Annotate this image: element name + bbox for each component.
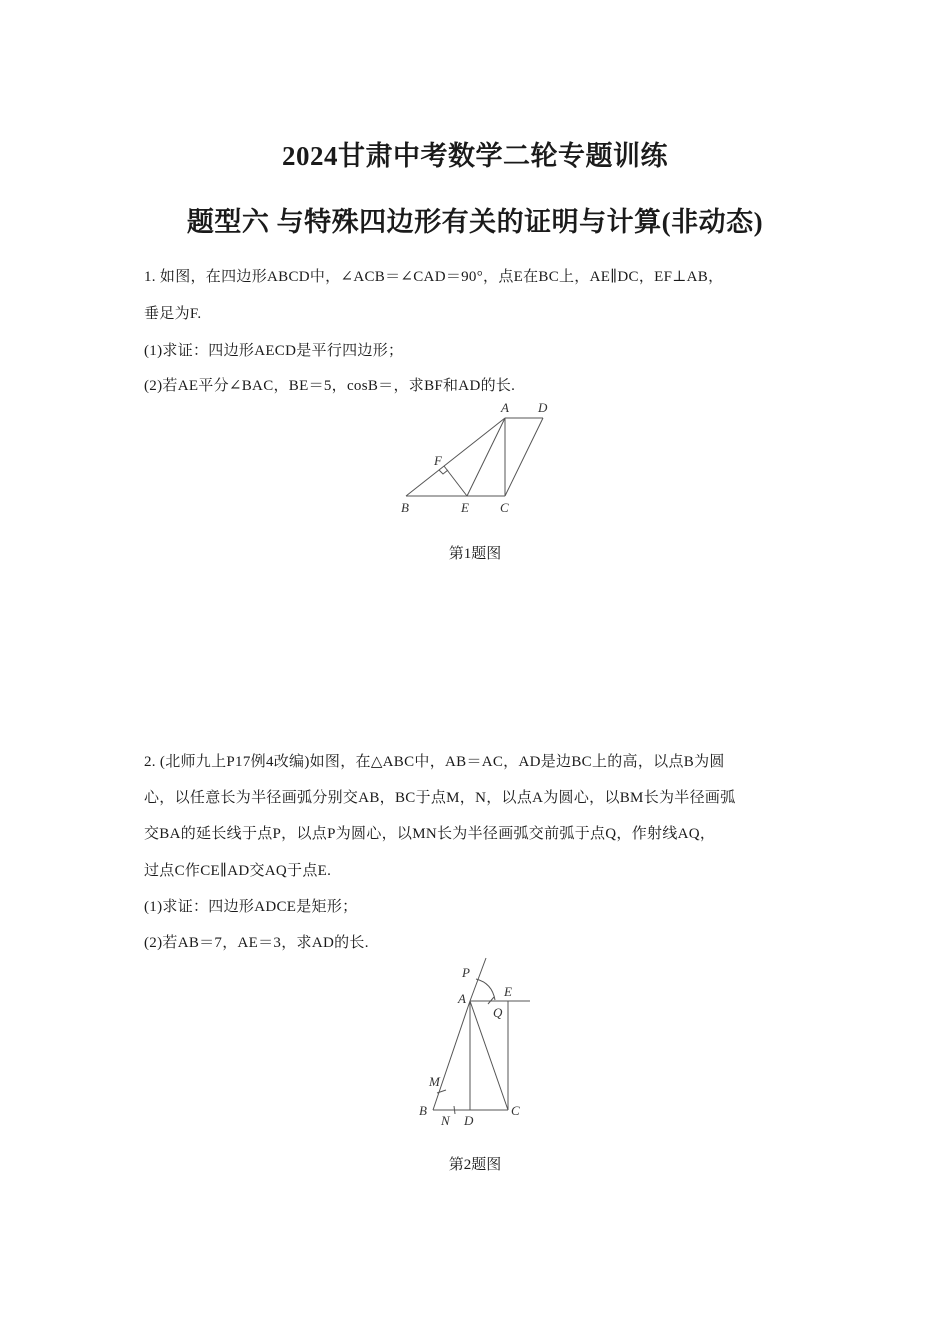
- problem2-line-3: 交BA的延长线于点P，以点P为圆心，以MN长为半径画弧交前弧于点Q，作射线AQ，: [144, 826, 716, 842]
- problem2-line-2: 心，以任意长为半径画弧分别交AB，BC于点M，N，以点A为圆心，以BM长为半径画弧: [144, 790, 736, 806]
- problem1-part1: (1)求证：四边形AECD是平行四边形；: [144, 343, 404, 359]
- problem2-part1: (1)求证：四边形ADCE是矩形；: [144, 899, 358, 915]
- label-d: D: [464, 1113, 474, 1128]
- label-b: B: [401, 500, 409, 515]
- label-m: M: [429, 1074, 440, 1089]
- label-e: E: [461, 500, 469, 515]
- problem1-part2: (2)若AE平分∠BAC，BE＝5，cosB＝，求BF和AD的长.: [144, 378, 516, 394]
- problem1-line-1: 1. 如图，在四边形ABCD中，∠ACB＝∠CAD＝90°，点E在BC上，AE∥DC，EF⊥AB，: [144, 269, 724, 285]
- label-d: D: [538, 400, 548, 415]
- section-title: 题型六 与特殊四边形有关的证明与计算(非动态): [186, 207, 764, 237]
- problem1-figure: [390, 395, 560, 525]
- label-q: Q: [493, 1005, 503, 1020]
- figure2-caption: 第2题图: [448, 1157, 502, 1173]
- label-f: F: [434, 453, 442, 468]
- label-a: A: [501, 400, 509, 415]
- label-b: B: [419, 1103, 427, 1118]
- problem2-line-4: 过点C作CE∥AD交AQ于点E.: [144, 863, 332, 879]
- document-title: 2024甘肃中考数学二轮专题训练: [282, 141, 668, 171]
- label-e: E: [504, 984, 512, 999]
- problem2-part2: (2)若AB＝7，AE＝3，求AD的长.: [144, 935, 369, 951]
- label-a: A: [458, 991, 466, 1006]
- label-c: C: [500, 500, 509, 515]
- label-c: C: [511, 1103, 520, 1118]
- figure1-caption: 第1题图: [448, 546, 502, 562]
- label-p: P: [462, 965, 470, 980]
- problem2-figure: [410, 955, 550, 1135]
- problem1-line-2: 垂足为F.: [144, 306, 202, 322]
- problem2-line-1: 2. (北师九上P17例4改编)如图，在△ABC中，AB＝AC，AD是边BC上的高，以点B为圆: [144, 754, 725, 770]
- label-n: N: [441, 1113, 450, 1128]
